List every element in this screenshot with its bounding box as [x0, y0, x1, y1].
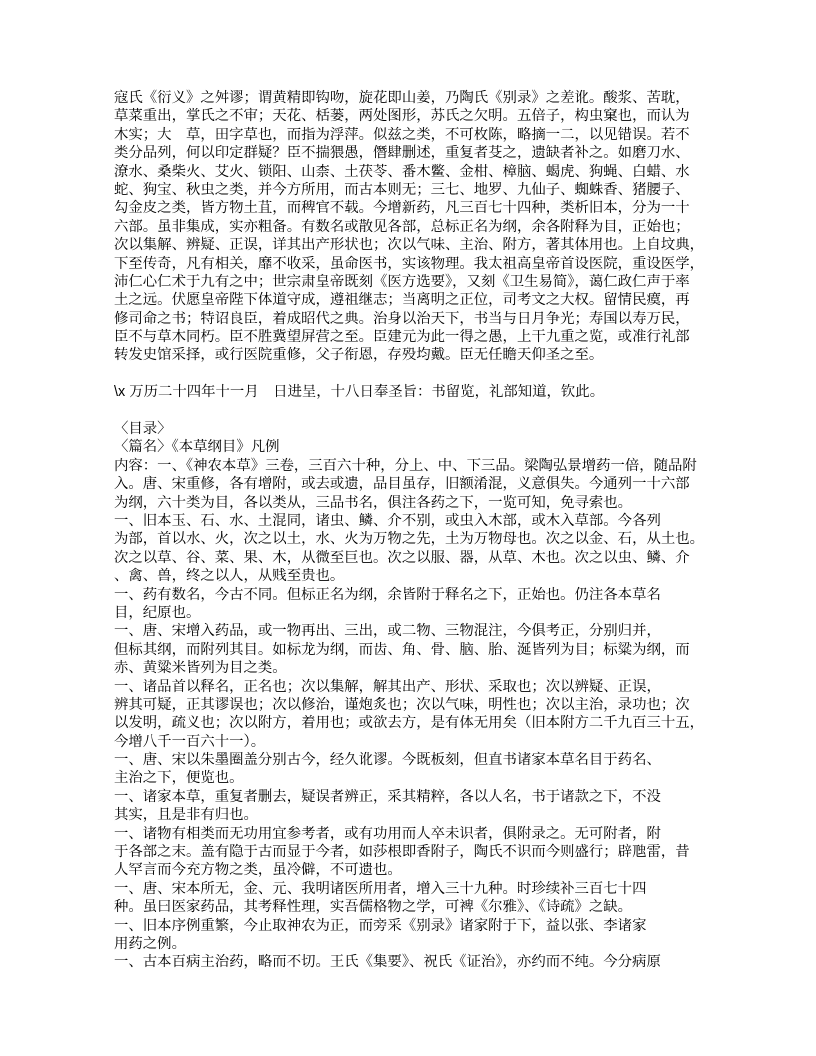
fanli-line: 一、旧本序例重繁，今止取神农为正，而旁采《别录》诸家附于下，益以张、李诸家: [114, 917, 647, 934]
fanli-line: 以发明，疏义也；次以附方，着用也；或欲去方，是有体无用矣（旧本附方二千九百三十五，: [114, 715, 705, 732]
date-line: \x 万历二十四年十一月 日进呈，十八日奉圣旨：书留览，礼部知道，钦此。: [114, 384, 605, 401]
memorial-line: 草菜重出，掌氏之不审；天花、栝蒌，两处图形，苏氏之欠明。五倍子，构虫窠也，而认为: [114, 108, 690, 125]
fanli-line: 一、诸品首以释名，正名也；次以集解，解其出产、形状、采取也；次以辨疑、正误，: [114, 678, 661, 695]
blank-line: [114, 402, 714, 420]
fanli-line: 一、旧本玉、石、水、土混同，诸虫、鳞、介不别，或虫入木部，或木入草部。今各列: [114, 512, 661, 529]
fanli-line: 一、药有数名，今古不同。但标正名为纲，余皆附于释名之下，正始也。仍注各本草名: [114, 586, 661, 603]
fanli-line: 一、诸物有相类而无功用宜参考者，或有功用而人卒未识者，俱附录之。无可附者，附: [114, 825, 661, 842]
fanli-line: 于各部之末。盖有隐于古而显于今者，如莎根即香附子，陶氏不识而今则盛行；辟虺雷，昔: [114, 844, 690, 861]
memorial-line: 修司命之书；特诏良臣，着成昭代之典。治身以治天下，书当与日月争光；寿国以寿万民，: [114, 310, 690, 327]
memorial-line: 土之远。伏愿皇帝陛下体道守成，遵祖继志；当离明之正位，司考文之大权。留情民瘼，再: [114, 292, 690, 309]
memorial-line: 勾金皮之类，皆方物土苴，而稗官不载。今增新药，凡三百七十四种，类析旧本，分为一十: [114, 200, 690, 217]
fanli-line: 用药之例。: [114, 935, 186, 952]
memorial-line: 类分品列，何以印定群疑？臣不揣猥愚，僭肆删述，重复者芟之，遗缺者补之。如磨刀水、: [114, 145, 690, 162]
memorial-line: 六部。虽非集成，实亦粗备。有数名或散见各部，总标正名为纲，余各附释为目，正始也；: [114, 218, 690, 235]
fanli-line: 一、唐、宋本所无，金、元、我明诸医所用者，增入三十九种。时珍续补三百七十四: [114, 880, 647, 897]
memorial-line: 转发史馆采择，或行医院重修，父子衔恩，存殁均戴。臣无任瞻天仰圣之至。: [114, 347, 604, 364]
fanli-line: 次之以草、谷、菜、果、木，从微至巨也。次之以服、器，从草、木也。次之以虫、鳞、介: [114, 549, 690, 566]
blank-line: [114, 365, 714, 383]
fanli-line: 今增八千一百六十一）。: [114, 733, 266, 750]
fanli-line: 一、诸家本草，重复者删去，疑误者辨正，采其精粹，各以人名，书于诸款之下，不没: [114, 788, 661, 805]
fanli-line: 为部，首以水、火，次之以土，水、火为万物之先，土为万物母也。次之以金、石，从土也。: [114, 531, 705, 548]
fanli-line: 一、唐、宋增入药品，或一物再出、三出，或二物、三物混注，今俱考正，分别归并，: [114, 623, 661, 640]
fanli-line: 、禽、兽，终之以人，从贱至贵也。: [114, 568, 345, 585]
memorial-line: 潦水、桑柴火、艾火、锁阳、山柰、土茯苓、番木鳖、金柑、樟脑、蝎虎、狗蝇、白蜡、水: [114, 163, 690, 180]
fanli-line: 其实，且是非有归也。: [114, 807, 258, 824]
fanli-line: 人罕言而今充方物之类，虽冷僻，不可遗也。: [114, 862, 402, 879]
memorial-line: 臣不与草木同朽。臣不胜冀望屏营之至。臣建元为此一得之愚，上干九重之览，或准行礼部: [114, 329, 690, 346]
memorial-line: 次以集解、辨疑、正误，详其出产形状也；次以气味、主治、附方，著其体用也。上自坟典，: [114, 237, 705, 254]
toc-heading: 〈目录〉: [114, 421, 172, 438]
fanli-line: 入。唐、宋重修，各有增附，或去或遗，品目虽存，旧额淆混，义意俱失。今通列一十六部: [114, 476, 690, 493]
document-text-block: [114, 89, 714, 972]
memorial-line: 沛仁心仁术于九有之中；世宗肃皇帝既刻《医方选要》，又刻《卫生易简》，蔼仁政仁声于率: [114, 273, 690, 290]
memorial-line: 蛇、狗宝、秋虫之类，并今方所用，而古本则无；三七、地罗、九仙子、蜘蛛香、猪腰子、: [114, 181, 690, 198]
fanli-line: 主治之下，便览也。: [114, 770, 244, 787]
fanli-line: 种。虽曰医家药品，其考释性理，实吾儒格物之学，可裨《尔雅》、《诗疏》之缺。: [114, 899, 633, 916]
fanli-line: 为纲，六十类为目，各以类从，三品书名，俱注各药之下，一览可知，免寻索也。: [114, 494, 633, 511]
fanli-line: 赤、黄粱米皆列为目之类。: [114, 660, 287, 677]
fanli-line: 但标其纲，而附列其目。如标龙为纲，而齿、角、骨、脑、胎、涎皆列为目；标粱为纲，而: [114, 641, 690, 658]
fanli-line: 辨其可疑，正其谬误也；次以修治，谨炮炙也；次以气味，明性也；次以主治，录功也；次: [114, 696, 690, 713]
memorial-line: 寇氏《衍义》之舛谬；谓黄精即钩吻，旋花即山姜，乃陶氏《别录》之差讹。酸浆、苦耽，: [114, 90, 690, 106]
memorial-line: 下至传奇，凡有相关，靡不收采，虽命医书，实该物理。我太祖高皇帝首设医院，重设医学，: [114, 255, 705, 272]
memorial-line: 木实；大 草，田字草也，而指为浮萍。似兹之类，不可枚陈，略摘一二，以见错误。若不: [114, 126, 690, 143]
section-title: 〈篇名〉《本草纲目》凡例: [114, 439, 280, 456]
fanli-line: 一、古本百病主治药，略而不切。王氏《集要》、祝氏《证治》，亦约而不纯。今分病原: [114, 954, 661, 971]
fanli-line: 内容：一、《神农本草》三卷，三百六十种，分上、中、下三品。梁陶弘景增药一倍，随品附: [114, 457, 697, 474]
fanli-line: 一、唐、宋以朱墨圈盖分别古今，经久讹谬。今既板刻，但直书诸家本草名目于药名、: [114, 752, 661, 769]
fanli-line: 目，纪原也。: [114, 604, 201, 621]
